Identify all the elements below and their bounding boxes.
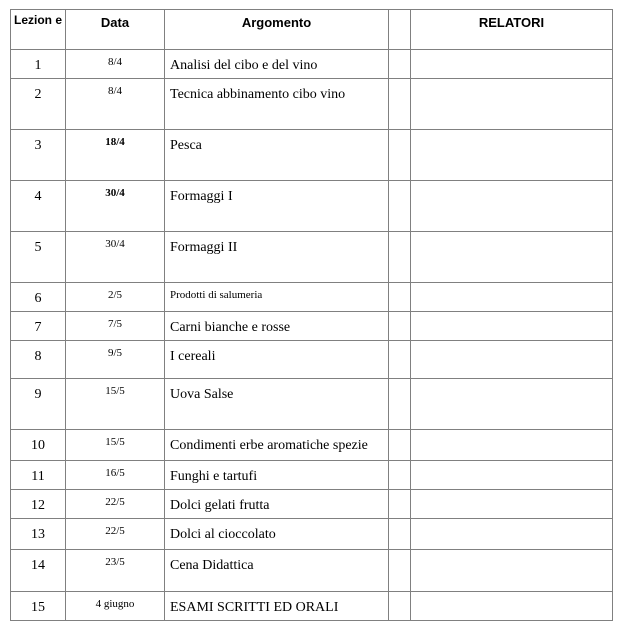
lesson-date: 15/5	[66, 379, 165, 430]
table-row	[11, 283, 613, 312]
lesson-date: 4 giugno	[66, 592, 165, 621]
header-argomento: Argomento	[165, 10, 389, 50]
table-row	[11, 490, 613, 519]
relatori-cell	[411, 130, 613, 181]
relatori-cell	[411, 550, 613, 592]
header-relatori: RELATORI	[411, 10, 613, 50]
empty-cell	[389, 519, 411, 550]
header-lezione: Lezion e	[11, 10, 66, 50]
lesson-number: 2	[11, 79, 66, 130]
table-row	[11, 79, 613, 130]
relatori-cell	[411, 232, 613, 283]
lesson-date: 23/5	[66, 550, 165, 592]
empty-cell	[389, 550, 411, 592]
lesson-number: 10	[11, 430, 66, 461]
empty-cell	[389, 461, 411, 490]
table-row	[11, 341, 613, 379]
header-data: Data	[66, 10, 165, 50]
lesson-topic: Cena Didattica	[165, 550, 389, 592]
lesson-topic: Dolci al cioccolato	[165, 519, 389, 550]
lesson-topic: Condimenti erbe aromatiche spezie	[165, 430, 389, 461]
lesson-topic: Analisi del cibo e del vino	[165, 50, 389, 79]
lesson-number: 3	[11, 130, 66, 181]
lesson-number: 9	[11, 379, 66, 430]
empty-cell	[389, 79, 411, 130]
table-row	[11, 550, 613, 592]
lesson-number: 4	[11, 181, 66, 232]
lesson-date: 22/5	[66, 490, 165, 519]
lesson-date: 8/4	[66, 79, 165, 130]
table-row	[11, 232, 613, 283]
lesson-number: 1	[11, 50, 66, 79]
relatori-cell	[411, 181, 613, 232]
relatori-cell	[411, 519, 613, 550]
lesson-topic: Dolci gelati frutta	[165, 490, 389, 519]
header-row	[11, 10, 613, 50]
lesson-date: 8/4	[66, 50, 165, 79]
table-row	[11, 312, 613, 341]
lesson-number: 13	[11, 519, 66, 550]
lesson-date: 30/4	[66, 232, 165, 283]
table-row	[11, 50, 613, 79]
lesson-number: 12	[11, 490, 66, 519]
lessons-table	[10, 9, 613, 621]
relatori-cell	[411, 461, 613, 490]
relatori-cell	[411, 430, 613, 461]
lesson-number: 8	[11, 341, 66, 379]
lesson-date: 22/5	[66, 519, 165, 550]
lesson-topic: Pesca	[165, 130, 389, 181]
table-row	[11, 181, 613, 232]
empty-cell	[389, 50, 411, 79]
lesson-number: 6	[11, 283, 66, 312]
table-row	[11, 430, 613, 461]
lesson-date: 30/4	[66, 181, 165, 232]
empty-cell	[389, 283, 411, 312]
table-row	[11, 130, 613, 181]
lesson-number: 11	[11, 461, 66, 490]
lesson-date: 16/5	[66, 461, 165, 490]
lesson-date: 15/5	[66, 430, 165, 461]
empty-cell	[389, 312, 411, 341]
table-row	[11, 592, 613, 621]
relatori-cell	[411, 592, 613, 621]
empty-cell	[389, 232, 411, 283]
lesson-topic: Uova Salse	[165, 379, 389, 430]
relatori-cell	[411, 283, 613, 312]
empty-cell	[389, 430, 411, 461]
lesson-topic: Formaggi II	[165, 232, 389, 283]
relatori-cell	[411, 312, 613, 341]
lesson-topic: Tecnica abbinamento cibo vino	[165, 79, 389, 130]
lesson-topic: I cereali	[165, 341, 389, 379]
header-empty	[389, 10, 411, 50]
lesson-date: 7/5	[66, 312, 165, 341]
lesson-topic: Prodotti di salumeria	[165, 283, 389, 312]
empty-cell	[389, 130, 411, 181]
relatori-cell	[411, 379, 613, 430]
lesson-topic: ESAMI SCRITTI ED ORALI	[165, 592, 389, 621]
empty-cell	[389, 379, 411, 430]
lesson-number: 7	[11, 312, 66, 341]
lesson-number: 14	[11, 550, 66, 592]
relatori-cell	[411, 341, 613, 379]
lesson-date: 18/4	[66, 130, 165, 181]
table-row	[11, 461, 613, 490]
lesson-topic: Funghi e tartufi	[165, 461, 389, 490]
lesson-date: 2/5	[66, 283, 165, 312]
lesson-topic: Formaggi I	[165, 181, 389, 232]
relatori-cell	[411, 79, 613, 130]
empty-cell	[389, 181, 411, 232]
lesson-topic: Carni bianche e rosse	[165, 312, 389, 341]
lesson-number: 5	[11, 232, 66, 283]
lesson-number: 15	[11, 592, 66, 621]
empty-cell	[389, 490, 411, 519]
table-row	[11, 519, 613, 550]
relatori-cell	[411, 490, 613, 519]
empty-cell	[389, 592, 411, 621]
empty-cell	[389, 341, 411, 379]
relatori-cell	[411, 50, 613, 79]
table-row	[11, 379, 613, 430]
lesson-date: 9/5	[66, 341, 165, 379]
